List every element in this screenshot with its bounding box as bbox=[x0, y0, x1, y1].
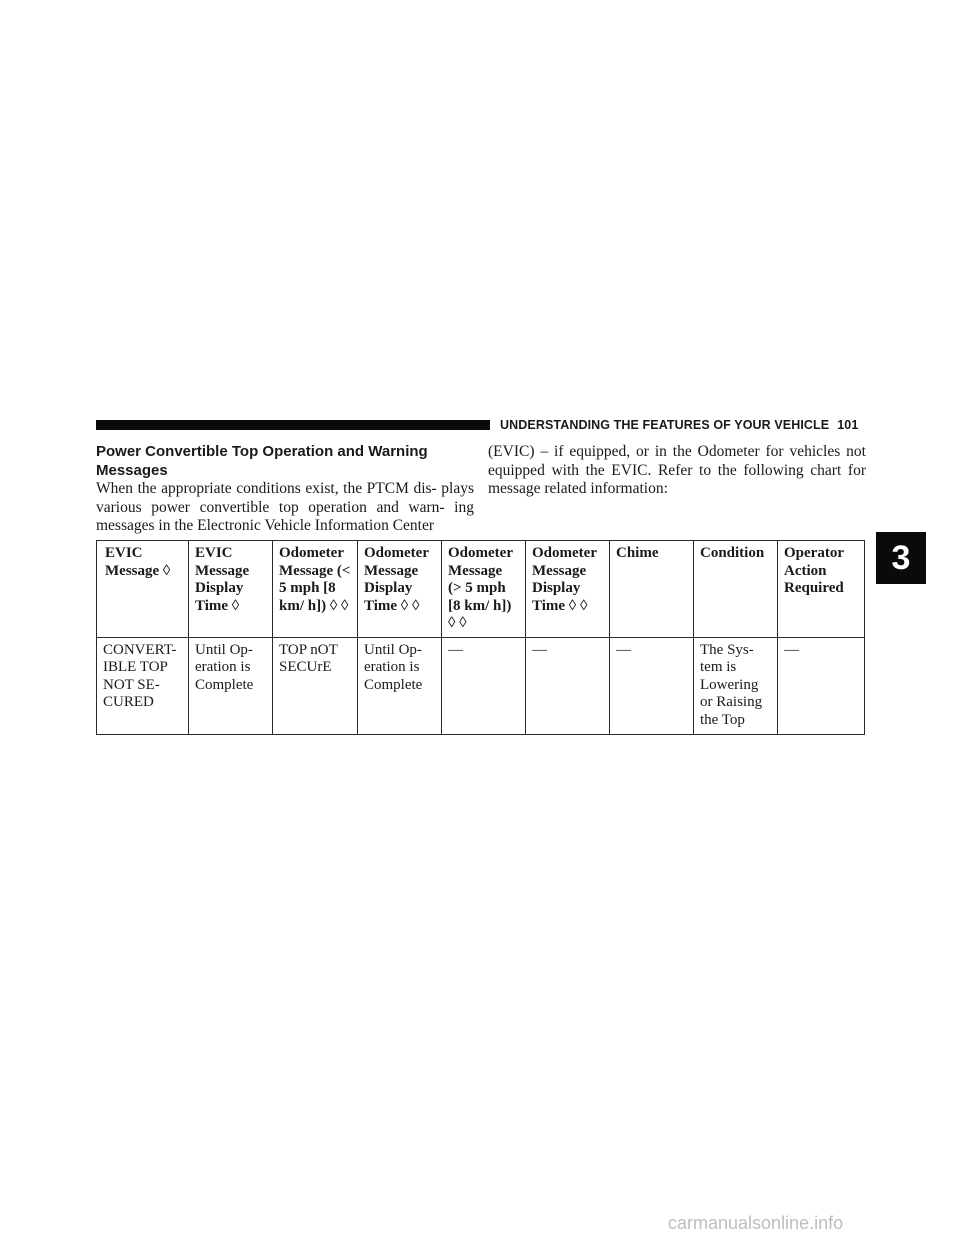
table-cell: Until Op- eration is Complete bbox=[358, 637, 442, 734]
column-header-operator-action: Operator Action Required bbox=[778, 541, 865, 638]
watermark: carmanualsonline.info bbox=[668, 1213, 844, 1233]
column-header-odometer-message-low-speed: Odometer Message (< 5 mph [8 km/ h]) ◊ ◊ bbox=[273, 541, 358, 638]
table-cell: The Sys- tem is Lowering or Raising the Top bbox=[694, 637, 778, 734]
column-header-evic-display-time: EVIC Message Display Time ◊ bbox=[189, 541, 273, 638]
chapter-title: UNDERSTANDING THE FEATURES OF YOUR VEHICLE bbox=[500, 418, 830, 432]
column-header-odometer-display-time-high-speed: Odometer Message Display Time ◊ ◊ bbox=[526, 541, 610, 638]
table-cell: — bbox=[442, 637, 526, 734]
table-cell: CONVERT- IBLE TOP NOT SE- CURED bbox=[97, 637, 189, 734]
table-cell: — bbox=[778, 637, 865, 734]
column-header-odometer-display-time-low-speed: Odometer Message Display Time ◊ ◊ bbox=[358, 541, 442, 638]
section-title: Power Convertible Top Operation and Warning Messages bbox=[96, 443, 428, 479]
column-header-condition: Condition bbox=[694, 541, 778, 638]
body-text-left: When the appropriate conditions exist, the PTCM dis- plays various power convertible top operation and warn- ing messages in the Electronic Vehicle Information Center bbox=[96, 480, 474, 534]
page-number: 101 bbox=[837, 418, 859, 432]
table-row bbox=[97, 637, 865, 734]
chapter-tab-badge: 3 bbox=[876, 532, 926, 584]
table-cell: — bbox=[610, 637, 694, 734]
table-cell: TOP nOT SECUrE bbox=[273, 637, 358, 734]
header-rule bbox=[96, 420, 490, 430]
table-header-row bbox=[97, 541, 865, 638]
message-table bbox=[96, 540, 865, 735]
column-header-chime: Chime bbox=[610, 541, 694, 638]
column-header-odometer-message-high-speed: Odometer Message (> 5 mph [8 km/ h]) ◊ ◊ bbox=[442, 541, 526, 638]
table-cell: Until Op- eration is Complete bbox=[189, 637, 273, 734]
running-header bbox=[500, 418, 866, 432]
table-cell: — bbox=[526, 637, 610, 734]
body-text-right: (EVIC) – if equipped, or in the Odometer for vehicles not equipped with the EVIC. Refer to the following chart for message related information: bbox=[488, 443, 866, 497]
column-header-evic-message: EVIC Message ◊ bbox=[97, 541, 189, 638]
